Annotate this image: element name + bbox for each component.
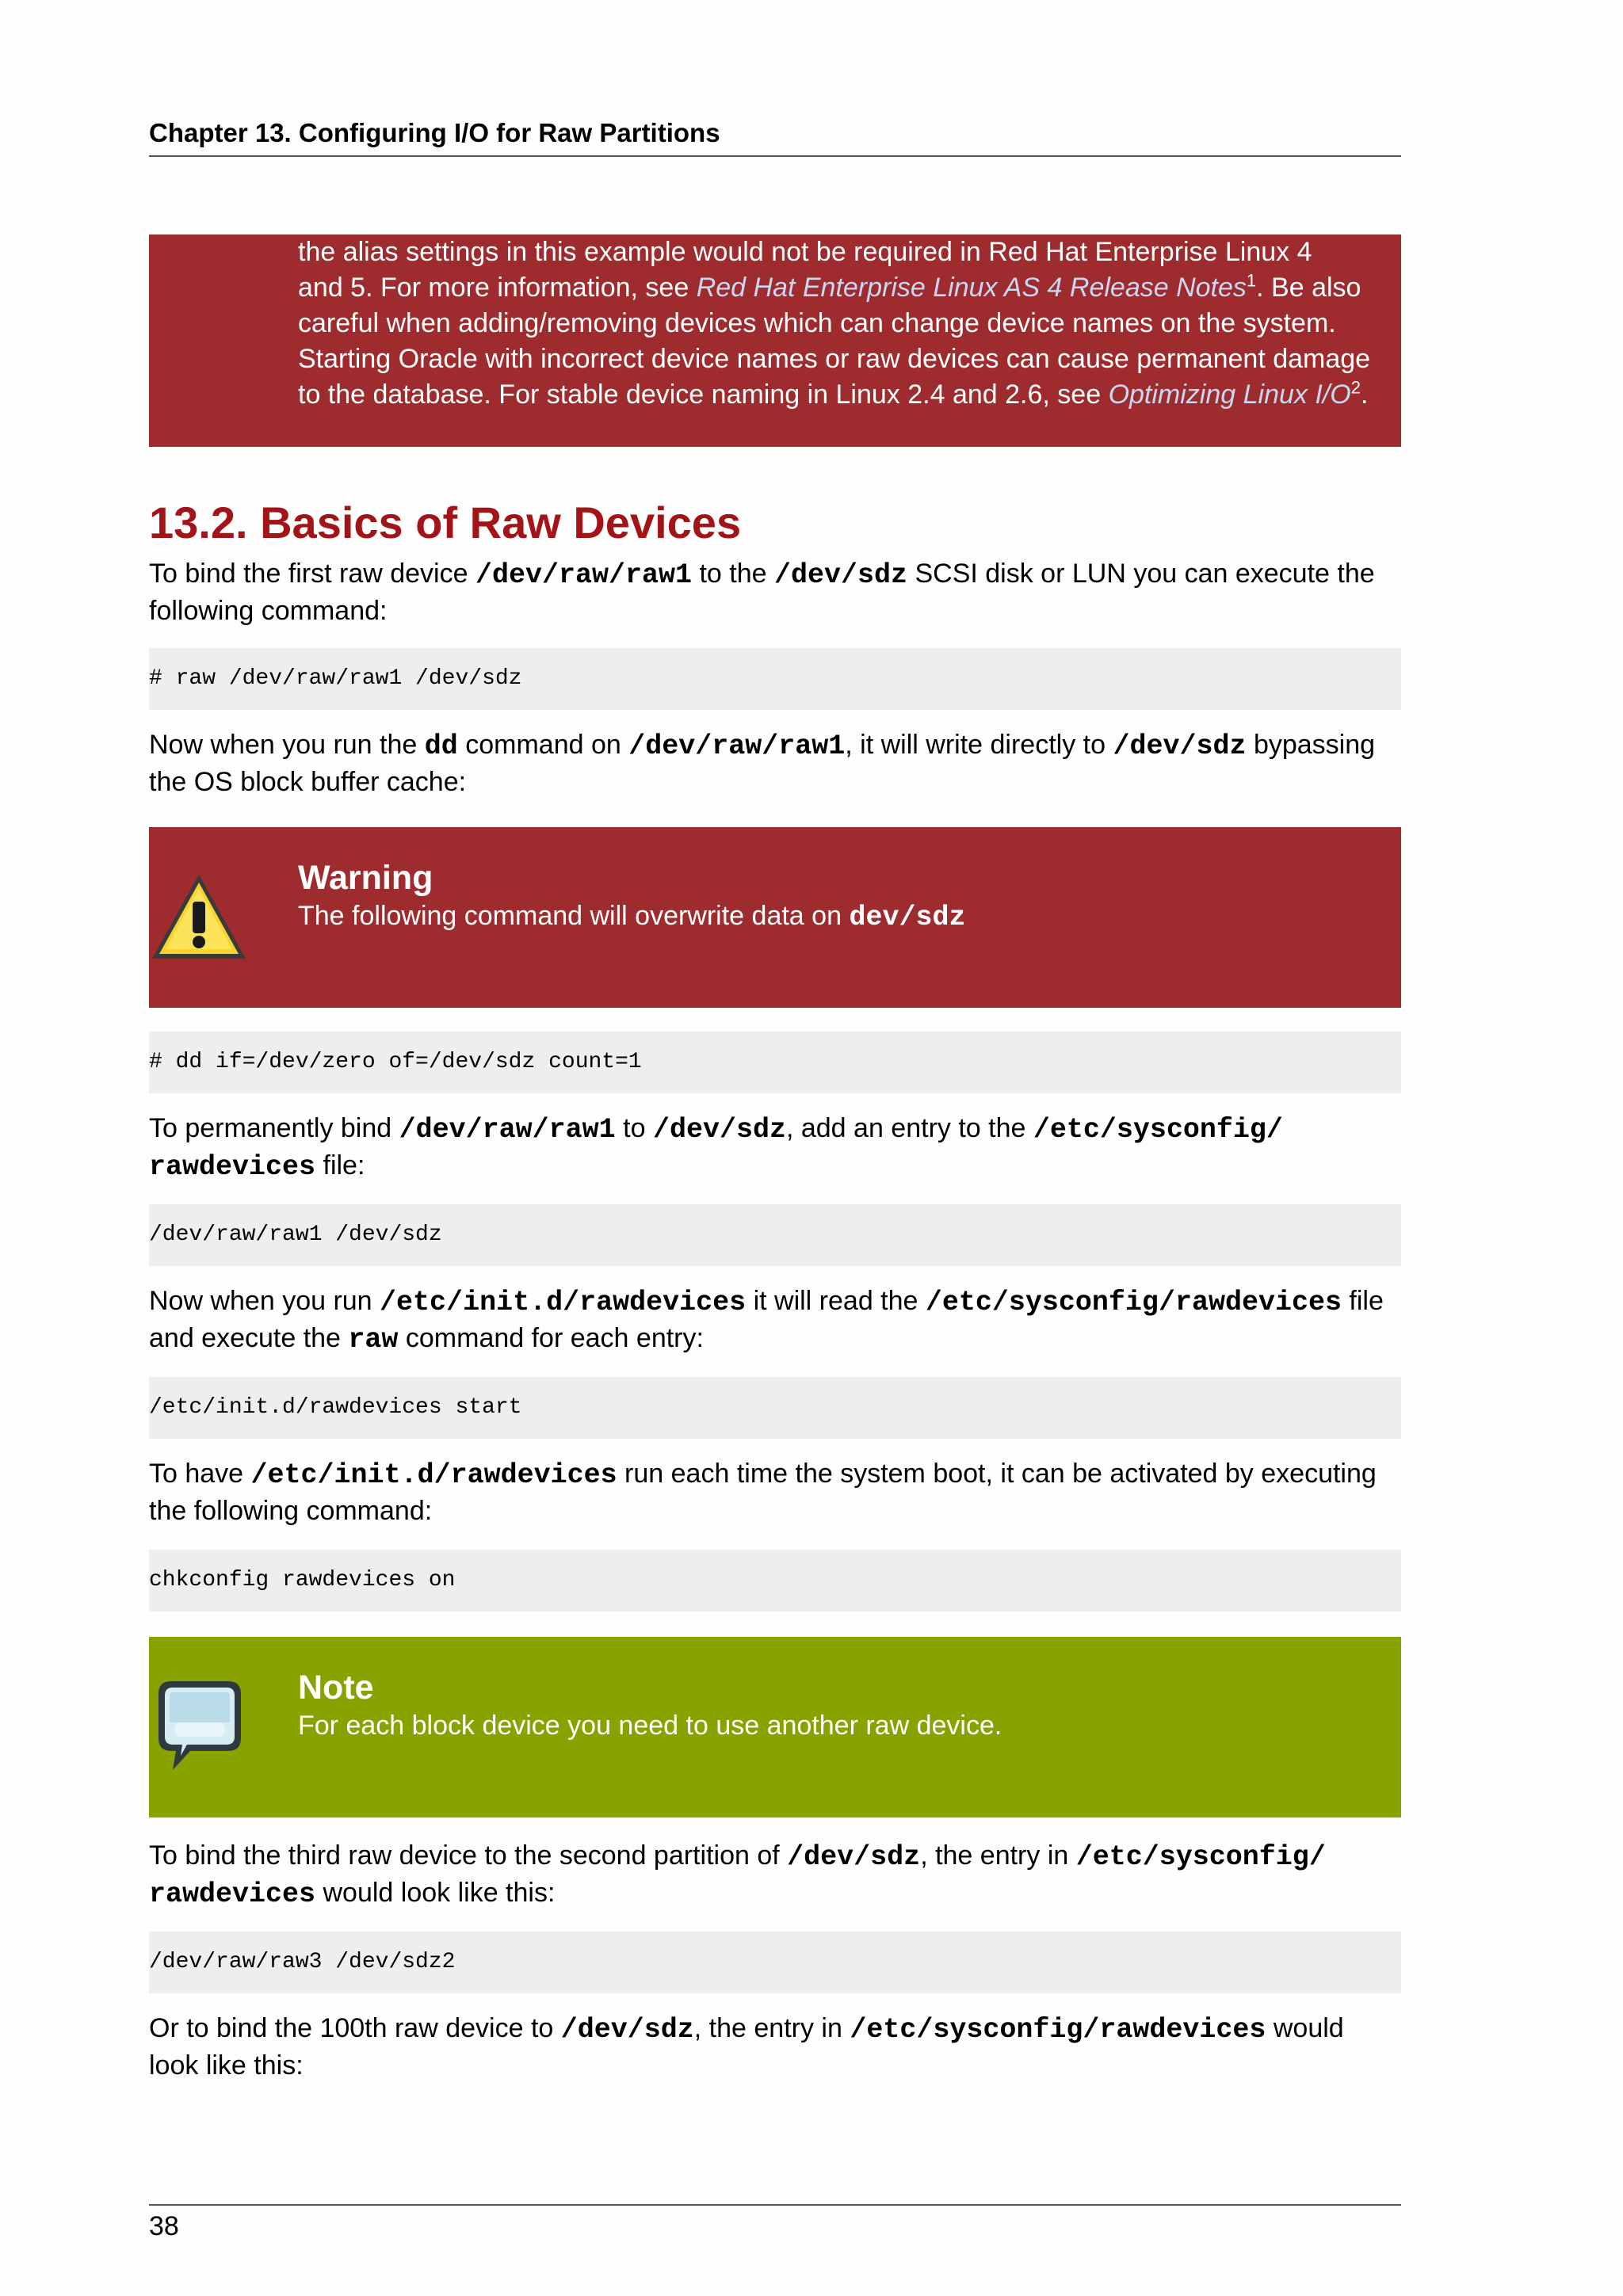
warning-admonition bbox=[149, 827, 1401, 1008]
code-block: /dev/raw/raw3 /dev/sdz2 bbox=[149, 1932, 1401, 1993]
paragraph: To have /etc/init.d/rawdevices run each time the system boot, it can be activated by executing the following command: bbox=[149, 1459, 1377, 1526]
paragraph: Now when you run /etc/init.d/rawdevices it will read the /etc/sysconfig/rawdevices file and execute the raw command for each entry: bbox=[149, 1286, 1384, 1356]
release-notes-link[interactable]: Red Hat Enterprise Linux AS 4 Release Notes bbox=[696, 273, 1247, 303]
code-block: chkconfig rawdevices on bbox=[149, 1550, 1401, 1611]
code-block: # raw /dev/raw/raw1 /dev/sdz bbox=[149, 648, 1401, 710]
paragraph: To bind the third raw device to the second partition of /dev/sdz, the entry in /etc/sysconfig/ rawdevices would look like this: bbox=[149, 1840, 1326, 1910]
note-title: Note bbox=[298, 1669, 374, 1707]
admonition-text: the alias settings in this example would not be required in Red Hat Enterprise Linux 4 and 5. For more information, see Red Hat Enterprise Linux AS 4 Release Notes$^1$. Be also careful when adding/removing devices which can change device names on the system. Starting Oracle with incorrect device names or raw devices can cause permanent damage to the database. For stable device naming in Linux 2.4 and 2.6, see Optimizing Linux $I/O^2$. bbox=[298, 237, 1371, 410]
document-page bbox=[149, 0, 1401, 2296]
warning-triangle-icon bbox=[149, 871, 249, 973]
warning-text: The following command will overwrite data on dev/sdz bbox=[298, 901, 966, 933]
important-admonition bbox=[149, 235, 1401, 447]
code-block: /etc/init.d/rawdevices start bbox=[149, 1377, 1401, 1439]
footer-rule bbox=[149, 2204, 1401, 2206]
note-text: For each block device you need to use another raw device. bbox=[298, 1711, 1002, 1741]
code-block: # dd if=/dev/zero of=/dev/sdz count=1 bbox=[149, 1032, 1401, 1093]
section-title: 13.2. Basics of Raw Devices bbox=[149, 498, 742, 547]
speech-bubble-icon bbox=[154, 1676, 246, 1784]
warning-title: Warning bbox=[298, 859, 433, 897]
page-number: 38 bbox=[149, 2211, 179, 2241]
code-block: /dev/raw/raw1 /dev/sdz bbox=[149, 1204, 1401, 1266]
paragraph: Now when you run the dd command on /dev/raw/raw1, it will write directly to /dev/sdz bypassing the OS block buffer cache: bbox=[149, 730, 1376, 797]
running-header: Chapter 13. Configuring I/O for Raw Partitions bbox=[149, 117, 1401, 157]
paragraph: To bind the first raw device /dev/raw/raw1 to the /dev/sdz SCSI disk or LUN you can execute the following command: bbox=[149, 559, 1375, 626]
paragraph: Or to bind the 100th raw device to /dev/sdz, the entry in /etc/sysconfig/rawdevices would look like this: bbox=[149, 2013, 1344, 2081]
optimizing-linux-io-link[interactable]: Optimizing Linux I/O bbox=[1108, 379, 1351, 410]
paragraph: To permanently bind /dev/raw/raw1 to /dev/sdz, add an entry to the /etc/sysconfig/ rawdevices file: bbox=[149, 1113, 1283, 1183]
note-admonition bbox=[149, 1637, 1401, 1817]
